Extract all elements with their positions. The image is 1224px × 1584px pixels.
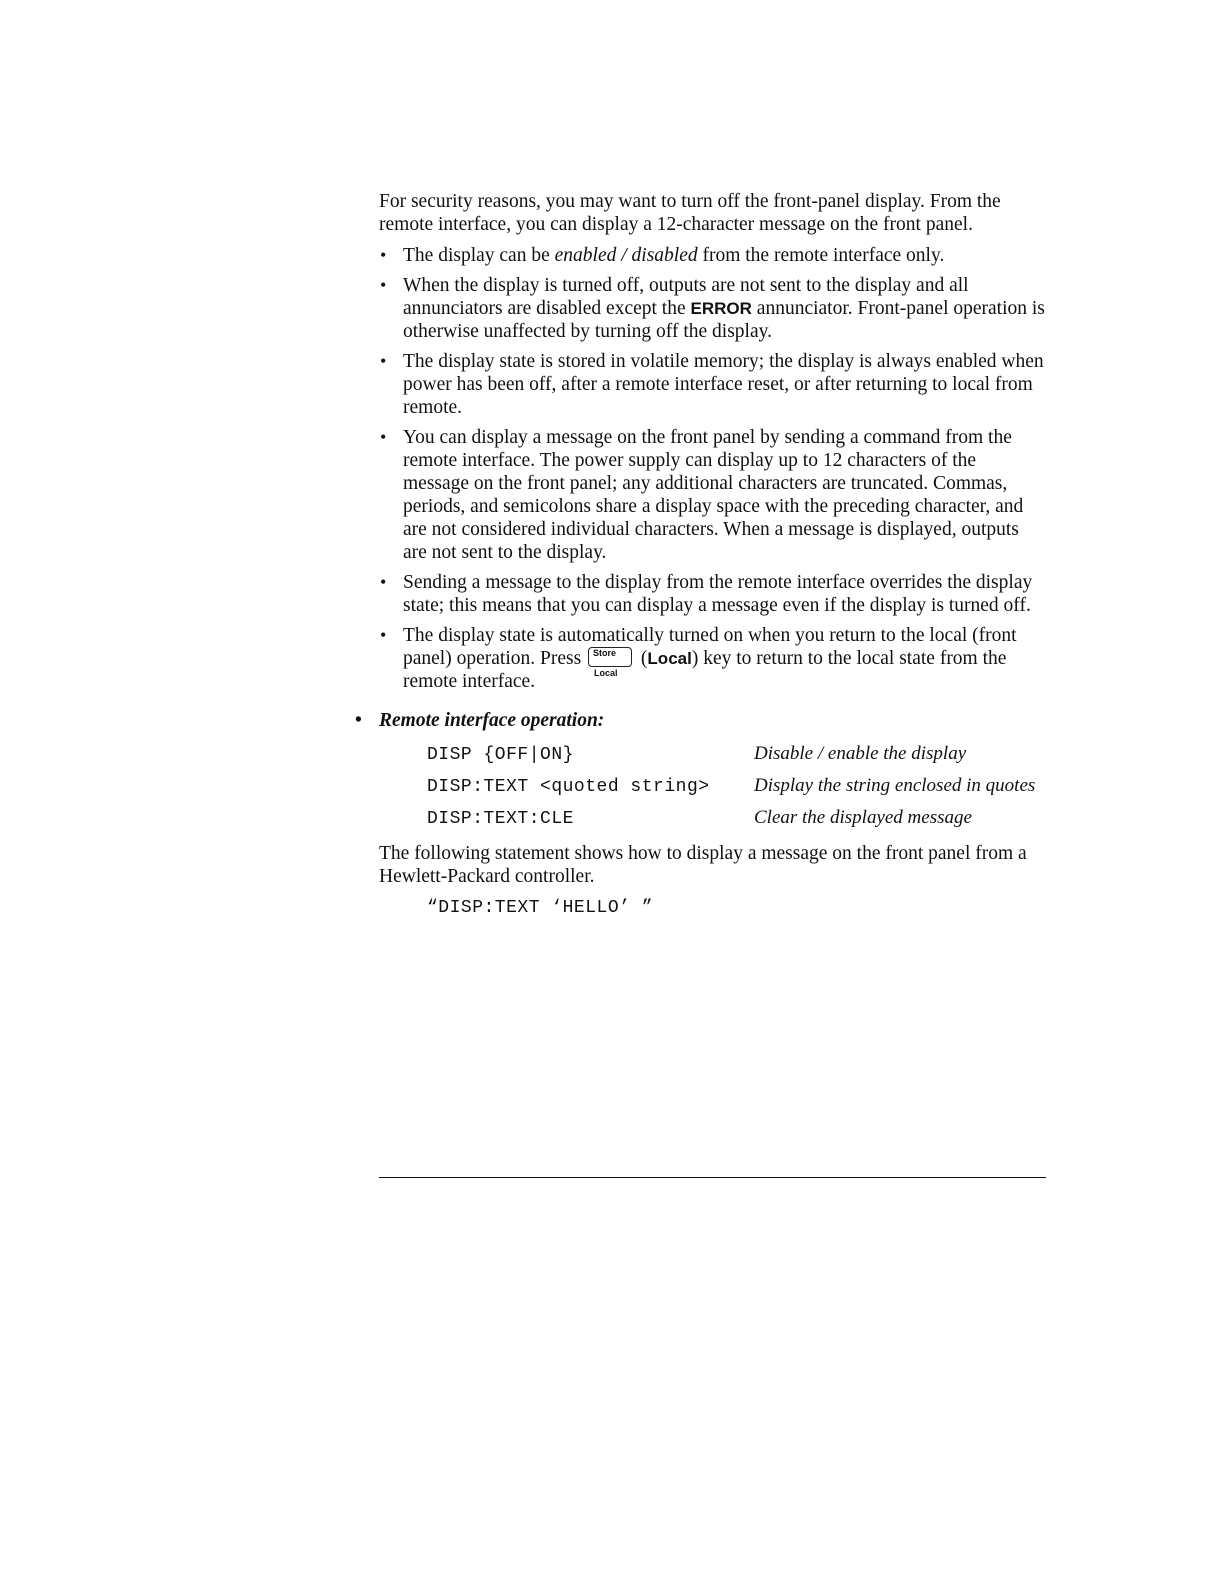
command-description: Display the string enclosed in quotes bbox=[754, 775, 1036, 796]
list-item-text: annunciator. Front-panel operation is otherwise unaffected by turning off the display. bbox=[403, 298, 1045, 342]
command-text: DISP {OFF|ON} bbox=[427, 745, 574, 765]
command-description: Disable / enable the display bbox=[754, 743, 967, 764]
command-description: Clear the displayed message bbox=[754, 807, 972, 828]
statement-paragraph: The following statement shows how to display a message on the front panel from a Hewlett-Packard controller. bbox=[379, 843, 1027, 887]
bullet-dot: • bbox=[355, 710, 362, 731]
store-local-key-icon bbox=[588, 647, 632, 678]
command-table bbox=[427, 743, 1046, 839]
example-code: “DISP:TEXT ‘HELLO’ ” bbox=[427, 898, 654, 918]
list-item-text: from the remote interface only. bbox=[697, 245, 945, 266]
list-item: • The display state is stored in volatile memory; the display is always enabled when power has been off, after a remote interface reset, or after returning to local from remote. bbox=[403, 350, 1045, 419]
list-item-text: ) key to return to the local state from the remote interface. bbox=[403, 648, 1007, 692]
list-item: • You can display a message on the front panel by sending a command from the remote interface. The power supply can display up to 12 characters of the message on the front panel; any additional characters are truncated. Commas, periods, and semicolons share a display space with the preceding character, and are not considered individual characters. When a message is displayed, outputs are not sent to the display. bbox=[403, 426, 1045, 564]
command-text: DISP:TEXT:CLE bbox=[427, 809, 574, 829]
list-item: • Sending a message to the display from the remote interface overrides the display state; this means that you can display a message even if the display is turned off. bbox=[403, 571, 1045, 617]
display-notes-list bbox=[379, 244, 1046, 693]
intro-paragraph: For security reasons, you may want to turn off the front-panel display. From the remote interface, you can display a 12-character message on the front panel. bbox=[379, 191, 1001, 235]
page-content bbox=[355, 190, 1046, 918]
table-row bbox=[427, 807, 1046, 839]
emphasis-text: enabled / disabled bbox=[554, 245, 698, 266]
key-bottom-label: Local bbox=[594, 668, 618, 678]
error-annunciator-label: ERROR bbox=[690, 299, 752, 318]
list-item bbox=[403, 274, 1045, 343]
table-row bbox=[427, 743, 1046, 775]
list-item bbox=[403, 244, 1045, 267]
footer-rule bbox=[379, 1177, 1046, 1178]
list-item-text: ( bbox=[636, 648, 648, 669]
local-key-label: Local bbox=[647, 649, 692, 668]
list-item bbox=[403, 624, 1045, 693]
list-item-text: The display state is automatically turned on when you return to the local (front panel) operation. Press bbox=[403, 625, 1017, 669]
list-item-text: When the display is turned off, outputs are not sent to the display and all annunciators are disabled except the bbox=[403, 275, 969, 319]
remote-interface-heading bbox=[355, 709, 1046, 732]
command-text: DISP:TEXT <quoted string> bbox=[427, 777, 710, 797]
key-top-label: Store bbox=[593, 648, 617, 658]
heading-text: Remote interface operation: bbox=[379, 710, 605, 731]
table-row bbox=[427, 775, 1046, 807]
list-item-text: The display can be bbox=[403, 245, 555, 266]
